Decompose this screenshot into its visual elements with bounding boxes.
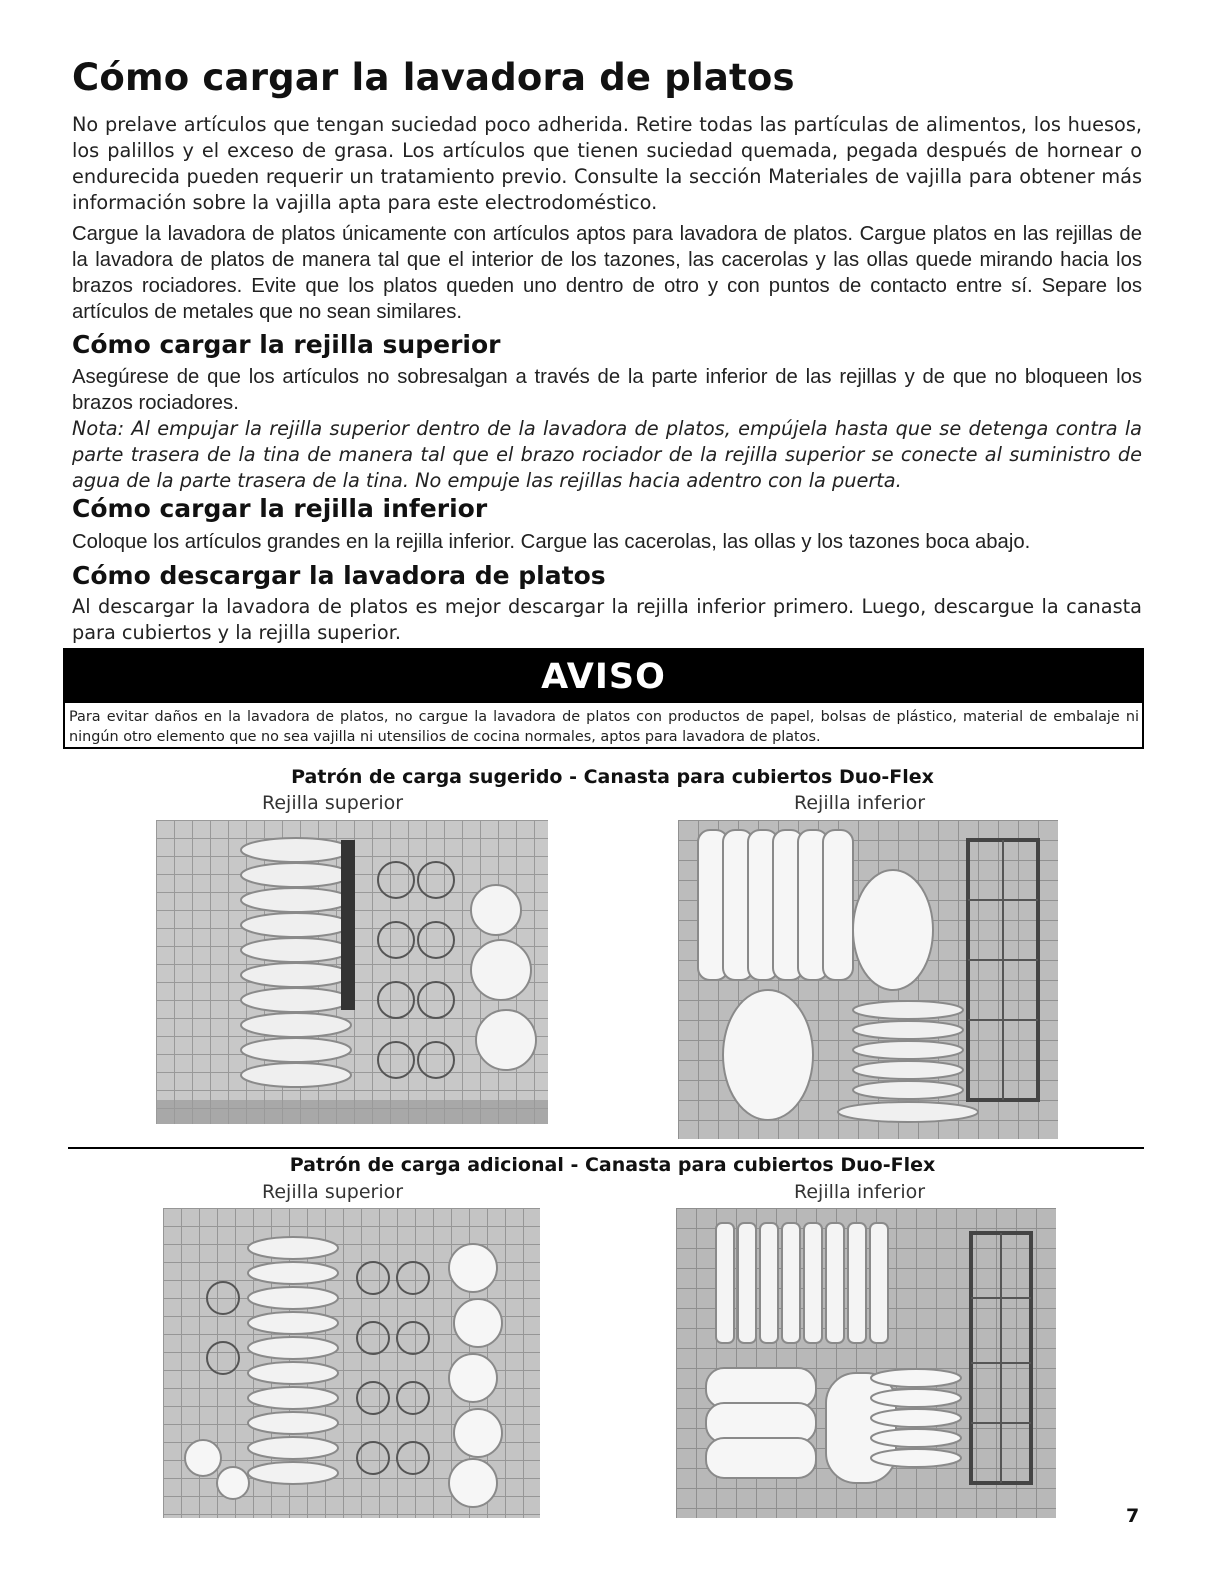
lower-rack-photo-graphic — [678, 820, 1058, 1139]
figure-1-title: Patrón de carga sugerido - Canasta para cubiertos Duo-Flex — [291, 766, 934, 788]
upper-rack-photo-graphic — [156, 820, 548, 1124]
page-title: Cómo cargar la lavadora de platos — [72, 56, 795, 99]
upper-rack-heading: Cómo cargar la rejilla superior — [72, 330, 501, 359]
upper-rack-note: Nota: Al empujar la rejilla superior dentro de la lavadora de platos, empújela hasta que se detenga contra la parte trasera de la tina de manera tal que el brazo rociador de la rejilla superior se conecte al suministro de agua de la parte trasera de la tina. No empuje las rejillas hacia adentro con la puerta. — [72, 417, 1142, 492]
figure-2-upper-rack-photo — [163, 1208, 540, 1518]
intro-paragraph-1: No prelave artículos que tengan suciedad poco adherida. Retire todas las partículas de alimentos, los huesos, los palillos y el exceso de grasa. Los artículos que tienen suciedad quemada, pegada después de hornear o endurecida pueden requerir un tratamiento previo. Consulte la sección Materiales de vajilla para obtener más información sobre la vajilla apta para este electrodoméstico. — [72, 113, 1142, 214]
intro-paragraph-2: Cargue la lavadora de platos únicamente con artículos aptos para lavadora de platos. Cargue platos en las rejillas de la lavadora de platos de manera tal que el interior de los tazones, las cacerolas y las ollas quede mirando hacia los brazos rociadores. Evite que los platos queden uno dentro de otro y con puntos de contacto entre sí. Separe los artículos de metales que no sean similares. — [72, 223, 1142, 323]
lower-rack-heading: Cómo cargar la rejilla inferior — [72, 494, 488, 523]
upper-rack-text: Asegúrese de que los artículos no sobresalgan a través de la parte inferior de las rejillas y de que no bloqueen los brazos rociadores. — [72, 366, 1142, 414]
unload-text: Al descargar la lavadora de platos es mejor descargar la rejilla inferior primero. Luego, descargue la canasta para cubiertos y la rejilla superior. — [72, 595, 1142, 644]
upper-rack-photo-graphic-2 — [163, 1208, 540, 1518]
unload-heading: Cómo descargar la lavadora de platos — [72, 561, 606, 590]
lower-rack-text: Coloque los artículos grandes en la rejilla inferior. Cargue las cacerolas, las ollas y los tazones boca abajo. — [72, 531, 1031, 553]
figure-2-lower-label: Rejilla inferior — [794, 1181, 926, 1203]
figure-2-upper-label: Rejilla superior — [262, 1181, 404, 1203]
figure-1-lower-rack-photo — [678, 820, 1058, 1139]
figure-2-lower-rack-photo — [676, 1208, 1056, 1518]
page-number: 7 — [1126, 1505, 1140, 1527]
figure-1-upper-label: Rejilla superior — [262, 792, 404, 814]
figure-1-upper-rack-photo — [156, 820, 548, 1124]
figure-divider — [68, 1147, 1144, 1149]
figure-1-lower-label: Rejilla inferior — [794, 792, 926, 814]
lower-rack-photo-graphic-2 — [676, 1208, 1056, 1518]
warning-text: Para evitar daños en la lavadora de platos, no cargue la lavadora de platos con productos de papel, bolsas de plástico, material de embalaje ni ningún otro elemento que no sea vajilla ni utensilios de cocina normales, aptos para lavadora de platos. — [69, 709, 1139, 745]
warning-header — [65, 650, 1142, 703]
warning-title: AVISO — [541, 656, 666, 697]
figure-2-title: Patrón de carga adicional - Canasta para cubiertos Duo-Flex — [289, 1154, 936, 1176]
warning-box — [63, 648, 1144, 749]
